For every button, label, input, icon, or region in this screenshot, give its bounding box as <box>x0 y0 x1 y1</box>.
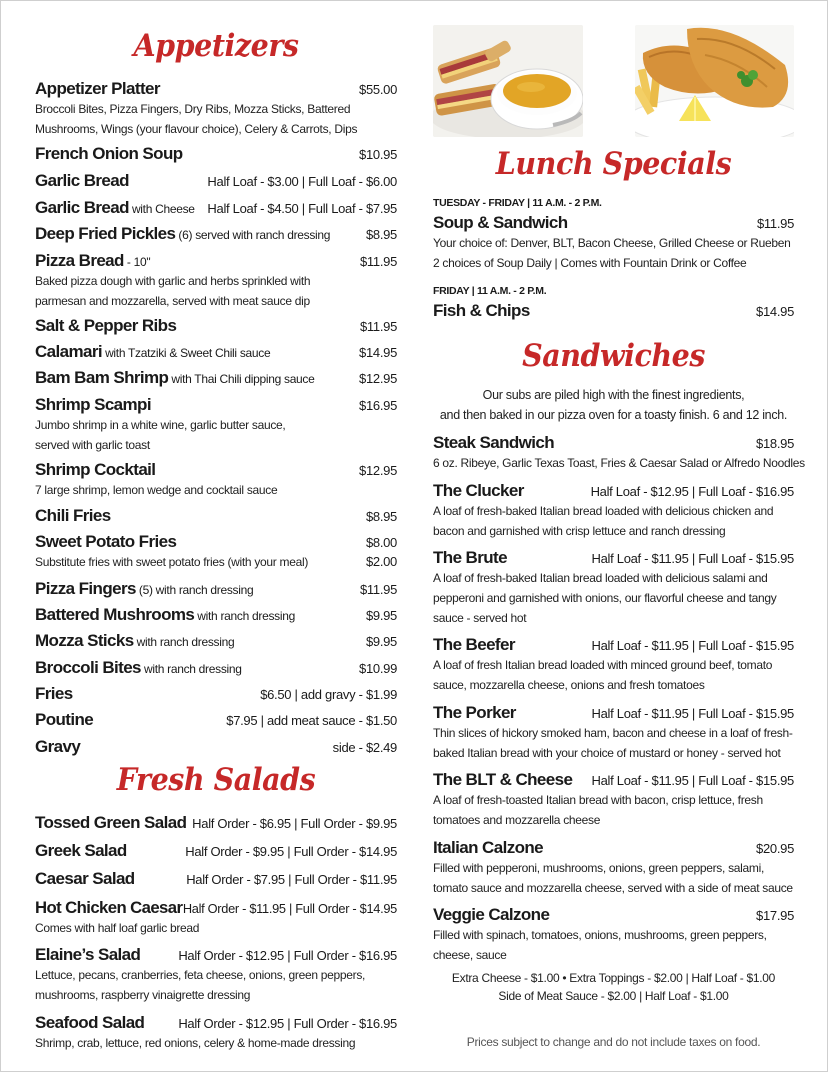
item-name: Salt & Pepper Ribs <box>35 316 177 335</box>
menu-item-garlic-bread <box>35 171 397 191</box>
menu-item-salt-pepper-ribs <box>35 316 397 336</box>
item-name: Caesar Salad <box>35 869 135 888</box>
menu-item-bam-bam-shrimp <box>35 368 397 388</box>
item-row <box>35 945 397 965</box>
item-sub: with Tzatziki & Sweet Chili sauce <box>102 346 271 360</box>
item-name: Elaine’s Salad <box>35 945 141 964</box>
fish-chips-photo <box>635 25 794 137</box>
item-name-wrap <box>35 251 150 271</box>
item-desc: A loaf of fresh-toasted Italian bread with bacon, crisp lettuce, fresh <box>433 793 763 807</box>
item-name: Bam Bam Shrimp <box>35 368 169 387</box>
item-price: Half Loaf - $11.95 | Full Loaf - $15.95 <box>591 551 794 566</box>
item-desc: Shrimp, crab, lettuce, red onions, celery & home-made dressing <box>35 1036 356 1050</box>
menu-item-blt-cheese <box>433 770 794 830</box>
menu-item-greek-salad <box>35 841 397 861</box>
item-price: $14.95 <box>359 345 397 360</box>
item-name: Shrimp Scampi <box>35 395 151 414</box>
item-desc: tomato sauce and mozzarella cheese, served with a side of meat sauce <box>433 881 793 895</box>
item-sub: with ranch dressing <box>133 635 235 649</box>
item-desc: Filled with spinach, tomatoes, onions, mushrooms, green peppers, <box>433 928 767 942</box>
item-desc: Jumbo shrimp in a white wine, garlic butter sauce, <box>35 418 286 432</box>
item-desc: Thin slices of hickory smoked ham, bacon and cheese in a loaf of fresh- <box>433 726 793 740</box>
item-name-wrap <box>35 631 234 651</box>
menu-item-soup-sandwich <box>433 213 794 273</box>
item-name: Garlic Bread <box>35 171 129 190</box>
item-name: Gravy <box>35 737 81 756</box>
item-price: Half Order - $12.95 | Full Order - $16.95 <box>178 948 397 963</box>
menu-item-hot-chicken-caesar <box>35 898 397 938</box>
extras-line: Side of Meat Sauce - $2.00 | Half Loaf - $1.00 <box>498 989 729 1003</box>
item-row <box>433 433 794 453</box>
item-name: The Clucker <box>433 481 524 500</box>
menu-item-pizza-fingers <box>35 579 397 599</box>
item-desc: Mushrooms, Wings (your flavour choice), Celery & Carrots, Dips <box>35 122 358 136</box>
menu-item-the-brute <box>433 548 794 628</box>
fish-chips-illustration <box>635 25 794 137</box>
item-sub: (5) with ranch dressing <box>135 583 254 597</box>
menu-item-shrimp-scampi <box>35 395 397 455</box>
menu-item-battered-mushrooms <box>35 605 397 625</box>
item-desc: tomatoes and mozzarella cheese <box>433 813 601 827</box>
item-sub: with Cheese <box>128 202 195 216</box>
item-name-wrap <box>35 658 242 678</box>
item-name: Pizza Fingers <box>35 579 136 598</box>
item-price: Half Loaf - $11.95 | Full Loaf - $15.95 <box>591 706 794 721</box>
item-sub: (6) served with ranch dressing <box>175 228 331 242</box>
extras-note <box>433 969 794 1005</box>
item-desc: cheese, sauce <box>433 948 507 962</box>
menu-item-steak-sandwich <box>433 433 805 473</box>
item-row <box>433 905 794 925</box>
footer-disclaimer: Prices subject to change and do not include taxes on food. <box>466 1035 761 1049</box>
item-desc: 7 large shrimp, lemon wedge and cocktail sauce <box>35 483 278 497</box>
item-name: Veggie Calzone <box>433 905 550 924</box>
soup-sandwich-photo <box>433 25 583 137</box>
item-row <box>35 1013 397 1033</box>
menu-item-french-onion-soup <box>35 144 397 164</box>
item-row <box>35 898 397 918</box>
item-name: Deep Fried Pickles <box>35 224 176 243</box>
item-price: Half Order - $11.95 | Full Order - $14.95 <box>182 901 397 916</box>
item-sub: with ranch dressing <box>194 609 295 623</box>
item-name: French Onion Soup <box>35 144 183 163</box>
item-price: Half Order - $9.95 | Full Order - $14.95 <box>185 844 397 859</box>
item-desc: Broccoli Bites, Pizza Fingers, Dry Ribs, Mozza Sticks, Battered <box>35 102 351 116</box>
item-desc-price: $2.00 <box>365 554 397 569</box>
menu-item-seafood-salad <box>35 1013 397 1053</box>
item-row <box>433 481 794 501</box>
item-desc: Filled with pepperoni, mushrooms, onions, green peppers, salami, <box>433 861 764 875</box>
item-price: $11.95 <box>360 254 397 269</box>
menu-item-sweet-potato-fries <box>35 532 397 572</box>
item-price: $8.95 <box>365 509 397 524</box>
item-row <box>433 770 794 790</box>
salads-title: Fresh Salads <box>116 762 316 798</box>
item-name: Steak Sandwich <box>433 433 555 452</box>
item-desc: bacon and garnished with crisp lettuce and ranch dressing <box>433 524 726 538</box>
item-desc: Lettuce, pecans, cranberries, feta cheese, onions, green peppers, <box>35 968 366 982</box>
item-price: $10.99 <box>359 661 397 676</box>
item-price: $10.95 <box>359 147 397 162</box>
item-row <box>433 838 794 858</box>
item-sub: - 10" <box>123 255 151 269</box>
item-price: $18.95 <box>756 436 794 451</box>
item-name: Pizza Bread <box>35 251 124 270</box>
item-sub: with ranch dressing <box>140 662 242 676</box>
item-name: Broccoli Bites <box>35 658 141 677</box>
item-name: Fries <box>35 684 73 703</box>
item-name: Calamari <box>35 342 103 361</box>
item-price: $8.00 <box>365 535 397 550</box>
item-name-wrap <box>35 342 270 362</box>
item-row <box>433 703 794 723</box>
lunch-schedule-tue-fri: TUESDAY - FRIDAY | 11 A.M. - 2 P.M. <box>433 197 602 209</box>
item-row <box>433 635 794 655</box>
item-row <box>35 532 397 552</box>
item-price: $14.95 <box>756 304 794 319</box>
item-desc: sauce - served hot <box>433 611 527 625</box>
item-desc: Your choice of: Denver, BLT, Bacon Cheese, Grilled Cheese or Rueben <box>433 236 791 250</box>
intro-line: and then baked in our pizza oven for a toasty finish. 6 and 12 inch. <box>439 408 788 422</box>
item-name: Italian Calzone <box>433 838 544 857</box>
menu-item-the-porker <box>433 703 794 763</box>
menu-item-appetizer-platter <box>35 79 397 99</box>
menu-item-caesar-salad <box>35 869 397 889</box>
appetizers-title: Appetizers <box>133 28 299 64</box>
item-price: $20.95 <box>756 841 794 856</box>
item-sub: with Thai Chili dipping sauce <box>168 372 315 386</box>
menu-item-broccoli-bites <box>35 658 397 678</box>
menu-item-garlic-bread-cheese <box>35 198 397 218</box>
sandwiches-intro <box>433 385 794 425</box>
item-name-wrap <box>35 579 253 599</box>
item-price: Half Loaf - $11.95 | Full Loaf - $15.95 <box>591 773 794 788</box>
item-price: $12.95 <box>359 371 397 386</box>
menu-item-gravy <box>35 737 397 757</box>
item-desc: baked Italian bread with your choice of mustard or honey - served hot <box>433 746 781 760</box>
menu-item-chili-fries <box>35 506 397 526</box>
item-name-wrap <box>35 198 195 218</box>
item-price: Half Loaf - $12.95 | Full Loaf - $16.95 <box>590 484 794 499</box>
menu-item-deep-fried-pickles <box>35 224 397 244</box>
item-desc: pepperoni and garnished with onions, our flavorful cheese and tangy <box>433 591 777 605</box>
item-name: The BLT & Cheese <box>433 770 573 789</box>
item-name: Soup & Sandwich <box>433 213 568 232</box>
item-desc: Comes with half loaf garlic bread <box>35 921 200 935</box>
item-row <box>433 548 794 568</box>
sandwiches-title: Sandwiches <box>522 338 705 374</box>
item-name: Sweet Potato Fries <box>35 532 177 551</box>
menu-item-the-clucker <box>433 481 794 541</box>
item-price: $17.95 <box>756 908 794 923</box>
item-desc: mushrooms, raspberry vinaigrette dressing <box>35 988 251 1002</box>
menu-item-poutine <box>35 710 397 730</box>
item-price: $11.95 <box>757 216 794 231</box>
item-name: The Porker <box>433 703 516 722</box>
menu-item-fries <box>35 684 397 704</box>
item-price: Half Order - $7.95 | Full Order - $11.95 <box>186 872 397 887</box>
item-price: $6.50 | add gravy - $1.99 <box>260 687 397 702</box>
menu-item-tossed-green-salad <box>35 813 397 833</box>
item-name-wrap <box>35 224 330 244</box>
item-name: Shrimp Cocktail <box>35 460 156 479</box>
item-price: Half Loaf - $4.50 | Full Loaf - $7.95 <box>207 201 397 216</box>
item-price: Half Order - $12.95 | Full Order - $16.95 <box>178 1016 397 1031</box>
item-price: $8.95 <box>365 227 397 242</box>
item-price: $9.95 <box>365 608 397 623</box>
item-row <box>35 460 397 480</box>
menu-item-elaines-salad <box>35 945 397 1005</box>
lunch-specials-title: Lunch Specials <box>495 146 732 182</box>
item-price: Half Loaf - $3.00 | Full Loaf - $6.00 <box>207 174 397 189</box>
menu-item-the-beefer <box>433 635 794 695</box>
item-name-wrap <box>35 605 295 625</box>
item-desc: 6 oz. Ribeye, Garlic Texas Toast, Fries & Caesar Salad or Alfredo Noodles <box>433 456 805 470</box>
lunch-schedule-friday: FRIDAY | 11 A.M. - 2 P.M. <box>433 285 547 297</box>
item-price: side - $2.49 <box>332 740 397 755</box>
item-desc: parmesan and mozzarella, served with meat sauce dip <box>35 294 310 308</box>
item-price: Half Loaf - $11.95 | Full Loaf - $15.95 <box>591 638 794 653</box>
item-name: Appetizer Platter <box>35 79 160 98</box>
menu-item-veggie-calzone <box>433 905 794 965</box>
item-price: $7.95 | add meat sauce - $1.50 <box>226 713 397 728</box>
item-price: $12.95 <box>359 463 397 478</box>
item-price: Half Order - $6.95 | Full Order - $9.95 <box>192 816 397 831</box>
item-price: $9.95 <box>365 634 397 649</box>
item-name: Hot Chicken Caesar <box>35 898 183 917</box>
item-row <box>35 395 397 415</box>
menu-item-mozza-sticks <box>35 631 397 651</box>
item-name: Seafood Salad <box>35 1013 145 1032</box>
soup-sandwich-illustration <box>433 25 583 137</box>
item-price: $55.00 <box>359 82 397 97</box>
menu-item-calamari <box>35 342 397 362</box>
item-name: Tossed Green Salad <box>35 813 187 832</box>
item-name: Mozza Sticks <box>35 631 134 650</box>
item-desc: served with garlic toast <box>35 438 150 452</box>
item-desc: Baked pizza dough with garlic and herbs sprinkled with <box>35 274 311 288</box>
item-name: Chili Fries <box>35 506 111 525</box>
item-desc: 2 choices of Soup Daily | Comes with Fountain Drink or Coffee <box>433 256 747 270</box>
item-name: Fish & Chips <box>433 301 530 320</box>
menu-item-italian-calzone <box>433 838 794 898</box>
appetizers-list <box>35 79 397 139</box>
item-desc: A loaf of fresh-baked Italian bread loaded with delicious chicken and <box>433 504 774 518</box>
item-row <box>35 251 397 271</box>
menu-item-shrimp-cocktail <box>35 460 397 500</box>
item-row <box>433 213 794 233</box>
extras-line: Extra Cheese - $1.00 • Extra Toppings - $2.00 | Half Loaf - $1.00 <box>451 971 776 985</box>
item-name: Battered Mushrooms <box>35 605 195 624</box>
item-desc-row <box>35 552 397 572</box>
item-name: Greek Salad <box>35 841 127 860</box>
item-desc: Substitute fries with sweet potato fries (with your meal) <box>35 555 309 569</box>
item-name: Garlic Bread <box>35 198 129 217</box>
item-name: The Brute <box>433 548 507 567</box>
menu-item-fish-chips <box>433 301 794 321</box>
item-price: $11.95 <box>360 319 397 334</box>
item-name: The Beefer <box>433 635 515 654</box>
item-name: Poutine <box>35 710 94 729</box>
item-desc: sauce, mozzarella cheese, onions and fresh tomatoes <box>433 678 705 692</box>
item-price: $16.95 <box>359 398 397 413</box>
item-price: $11.95 <box>360 582 397 597</box>
intro-line: Our subs are piled high with the finest ingredients, <box>482 388 745 402</box>
menu-item-pizza-bread <box>35 251 397 311</box>
item-name-wrap <box>35 368 315 388</box>
item-desc: A loaf of fresh-baked Italian bread loaded with delicious salami and <box>433 571 768 585</box>
item-desc: A loaf of fresh Italian bread loaded with minced ground beef, tomato <box>433 658 773 672</box>
